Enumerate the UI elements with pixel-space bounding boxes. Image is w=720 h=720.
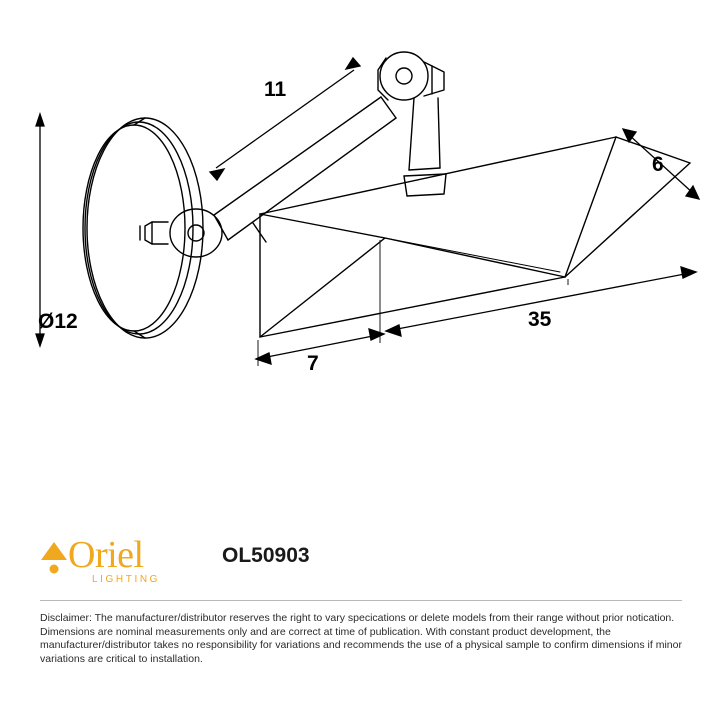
dimension-label-width: 7 (307, 352, 319, 375)
model-code: OL50903 (222, 544, 310, 567)
brand-name: Oriel (68, 534, 144, 576)
dimension-label-length: 35 (528, 308, 552, 331)
lower-joint (140, 209, 222, 257)
brand-logo (40, 534, 190, 585)
dimension-label-diameter: Ø12 (38, 310, 78, 333)
dimension-line-arm (210, 58, 360, 180)
arm (214, 97, 396, 242)
shade (260, 137, 690, 337)
backplate (83, 118, 203, 338)
divider (40, 600, 682, 601)
disclaimer-text: Disclaimer: The manufacturer/distributor reserves the right to vary specications or delete models from their range without prior notication. Dimensions are nominal measurements only and are correct at time of publication. With constant product development, the manufacturer/distributor takes no responsibility for variations and recommends the use of a physical sample to confirm dimensions if minor variations are critical to installation. (40, 612, 682, 665)
upper-joint (378, 52, 444, 100)
dimension-label-depth: 6 (652, 153, 664, 176)
dimension-label-arm: 11 (264, 78, 287, 101)
brand-subtitle: LIGHTING (92, 574, 161, 585)
brand-block (40, 534, 680, 586)
